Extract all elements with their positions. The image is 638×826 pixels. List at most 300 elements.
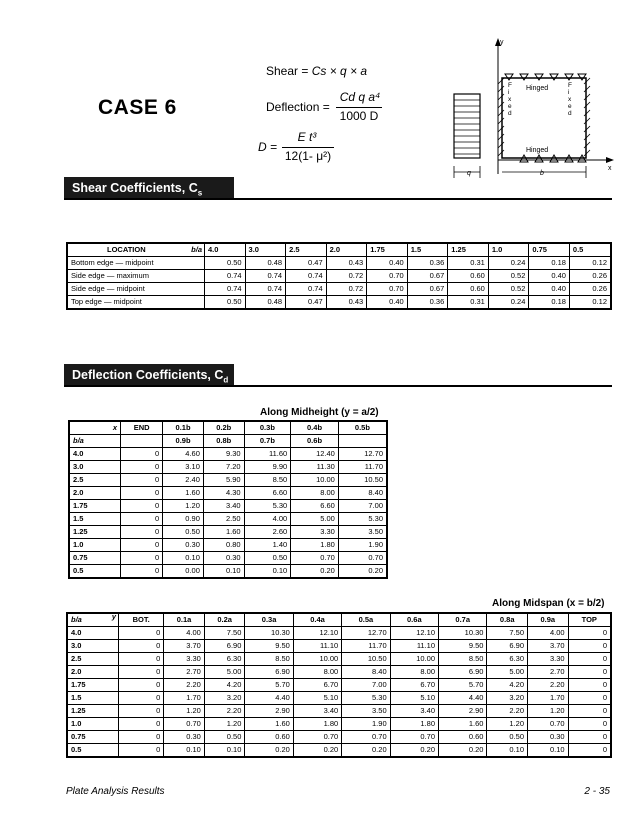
midspan-row-label: 1.25 [67,705,119,718]
midspan-cell: 4.40 [245,692,293,705]
midheight-cell: 12.70 [338,448,387,461]
midspan-cell: 0 [119,744,164,758]
midheight-cell: 0.00 [163,565,204,579]
midheight-cell: 0.20 [338,565,387,579]
axis-y-label: y [500,39,504,46]
table-row [69,565,387,579]
midheight-row-label: 1.0 [69,539,121,552]
midheight-row-label: 4.0 [69,448,121,461]
midspan-col-header: 0.7a [439,613,487,627]
midspan-cell: 1.20 [487,718,528,731]
midheight-caption: Along Midheight (y = a/2) [260,407,379,418]
shear-cell: 0.74 [286,270,327,283]
deflection-section-title [64,364,234,386]
shear-cell: 0.70 [367,270,408,283]
table-row [69,552,387,565]
midspan-cell: 1.80 [390,718,438,731]
shear-title-text: Shear Coefficients, C [72,181,198,195]
table-row [67,653,611,666]
midspan-cell: 10.00 [390,653,438,666]
midspan-cell: 1.90 [342,718,390,731]
midspan-cell: 0 [119,718,164,731]
midspan-cell: 11.10 [390,640,438,653]
d-fraction-line [282,147,334,148]
midspan-cell: 5.70 [439,679,487,692]
midheight-cell: 0.10 [203,565,244,579]
midheight-cell: 0.10 [244,565,291,579]
shear-cell: 0.52 [488,270,529,283]
midspan-col-header: 0.6a [390,613,438,627]
shear-cell: 0.40 [529,270,570,283]
midheight-cell: 3.10 [163,461,204,474]
table-row [69,500,387,513]
midspan-cell: 0.60 [439,731,487,744]
midspan-cell: 8.50 [439,653,487,666]
midspan-cell: 1.80 [293,718,341,731]
midspan-cell: 0.30 [164,731,205,744]
midheight-col-header: END [121,421,163,435]
midheight-cell: 0 [121,539,163,552]
midheight-cell: 1.40 [244,539,291,552]
midspan-col-header: 0.9a [528,613,569,627]
midspan-cell: 4.20 [204,679,245,692]
midspan-col-header: BOT. [119,613,164,627]
midspan-cell: 7.50 [487,627,528,640]
shear-row-label: Side edge — midpoint [67,283,205,296]
table-row [67,257,611,270]
shear-row-label: Top edge — midpoint [67,296,205,310]
shear-corner-label: b/a [191,245,202,254]
d-denominator: 12(1- μ²) [284,149,332,163]
midheight-cell: 0 [121,526,163,539]
midspan-cell: 0 [119,692,164,705]
shear-section-rule [64,198,612,200]
midheight-cell: 12.40 [291,448,339,461]
midspan-cell: 8.40 [342,666,390,679]
table-row [67,705,611,718]
deflection-fraction-line [336,107,382,108]
midspan-cell: 6.90 [487,640,528,653]
midspan-cell: 0.20 [293,744,341,758]
midspan-cell: 0 [568,731,611,744]
midspan-cell: 8.00 [390,666,438,679]
midspan-cell: 4.00 [164,627,205,640]
midspan-cell: 6.30 [204,653,245,666]
midheight-row-label: 2.0 [69,487,121,500]
table-row [69,526,387,539]
midspan-cell: 5.10 [293,692,341,705]
table-row [67,627,611,640]
midheight-row-label: 0.75 [69,552,121,565]
midspan-cell: 0.50 [204,731,245,744]
midspan-cell: 4.40 [439,692,487,705]
midspan-cell: 10.50 [342,653,390,666]
table-row [67,283,611,296]
midheight-cell: 1.20 [163,500,204,513]
midspan-row-label: 0.75 [67,731,119,744]
midheight-cell: 8.50 [244,474,291,487]
d-numerator: E t³ [297,130,317,144]
midspan-cell: 0 [119,679,164,692]
midheight-cell: 8.40 [338,487,387,500]
midspan-cell: 0.20 [245,744,293,758]
deflection-section-rule [64,385,612,387]
midheight-row-label: 1.75 [69,500,121,513]
shear-section-title [64,177,234,199]
case-title: CASE 6 [98,96,177,119]
shear-cell: 0.47 [286,257,327,270]
midspan-cell: 7.50 [204,627,245,640]
midheight-cell: 0.10 [163,552,204,565]
midspan-row-label: 1.0 [67,718,119,731]
midspan-cell: 6.90 [245,666,293,679]
shear-label: Shear = [266,64,309,78]
shear-col-header: 1.25 [448,243,489,257]
midheight-col-header: 0.8b [203,435,244,448]
midspan-cell: 0 [568,679,611,692]
x-axis-arrow [606,157,614,163]
midspan-cell: 2.20 [164,679,205,692]
shear-cell: 0.31 [448,257,489,270]
midspan-col-header: 0.4a [293,613,341,627]
midheight-col-header [121,435,163,448]
shear-cell: 0.18 [529,296,570,310]
shear-cell: 0.47 [286,296,327,310]
shear-cell: 0.72 [326,283,367,296]
midheight-cell: 6.60 [291,500,339,513]
table-row [69,513,387,526]
midspan-cell: 9.50 [245,640,293,653]
midspan-cell: 0 [119,627,164,640]
midspan-cell: 1.20 [528,705,569,718]
midheight-cell: 0.30 [203,552,244,565]
b-label: b [540,170,544,177]
midheight-cell: 0 [121,461,163,474]
table-row [67,296,611,310]
midheight-cell: 0 [121,565,163,579]
shear-col-header: 3.0 [245,243,286,257]
midspan-cell: 7.00 [342,679,390,692]
midspan-cell: 0 [568,640,611,653]
midspan-cell: 6.90 [439,666,487,679]
shear-cell: 0.43 [326,296,367,310]
shear-cell: 0.74 [205,270,246,283]
midspan-corner [67,613,119,627]
midspan-cell: 0 [568,705,611,718]
midspan-corner-ba: b/a [71,615,82,624]
midheight-cell: 7.00 [338,500,387,513]
midspan-row-label: 0.5 [67,744,119,758]
shear-cell: 0.36 [407,257,448,270]
table-row [67,640,611,653]
midspan-cell: 0.10 [204,744,245,758]
midheight-col-header: 0.2b [203,421,244,435]
midspan-cell: 2.20 [528,679,569,692]
deflection-label: Deflection = [266,100,330,114]
midspan-cell: 0.70 [293,731,341,744]
shear-cell: 0.43 [326,257,367,270]
midheight-cell: 11.70 [338,461,387,474]
midheight-cell: 2.50 [203,513,244,526]
midspan-cell: 2.90 [439,705,487,718]
midspan-cell: 8.00 [293,666,341,679]
shear-col-header: 2.0 [326,243,367,257]
midspan-cell: 10.30 [439,627,487,640]
table-row [69,539,387,552]
shear-cell: 0.24 [488,257,529,270]
footer-left: Plate Analysis Results [66,786,165,797]
axis-x-label: x [608,165,612,172]
midspan-cell: 1.70 [528,692,569,705]
midspan-col-header: 0.2a [204,613,245,627]
midspan-cell: 3.40 [293,705,341,718]
table-row [69,461,387,474]
midheight-cell: 0 [121,474,163,487]
midheight-cell: 0 [121,500,163,513]
table-row [67,679,611,692]
midspan-row-label: 1.75 [67,679,119,692]
table-row [69,448,387,461]
midheight-cell: 9.90 [244,461,291,474]
shear-cell: 0.52 [488,283,529,296]
midheight-cell: 0.30 [163,539,204,552]
midheight-cell: 3.30 [291,526,339,539]
midspan-cell: 0 [119,653,164,666]
midspan-cell: 0 [119,705,164,718]
footer-right: 2 - 35 [584,786,610,797]
midspan-cell: 10.00 [293,653,341,666]
midheight-corner-ba: b/a [69,435,121,448]
shear-col-header: 1.0 [488,243,529,257]
midheight-row-label: 1.5 [69,513,121,526]
midspan-cell: 0 [568,627,611,640]
midheight-cell: 5.90 [203,474,244,487]
midspan-cell: 0.60 [245,731,293,744]
table-row [69,474,387,487]
shear-cell: 0.70 [367,283,408,296]
midheight-cell: 3.50 [338,526,387,539]
shear-cell: 0.18 [529,257,570,270]
midheight-row-label: 1.25 [69,526,121,539]
midheight-cell: 10.50 [338,474,387,487]
hinged-bottom-label: Hinged [526,147,549,154]
hinged-top-label: Hinged [526,85,549,92]
midspan-cell: 0.50 [487,731,528,744]
q-label: q [467,170,471,177]
midheight-cell: 11.60 [244,448,291,461]
shear-col-header: 0.5 [569,243,611,257]
midspan-cell: 0 [119,666,164,679]
midheight-cell: 4.30 [203,487,244,500]
shear-cell: 0.60 [448,270,489,283]
midspan-cell: 5.30 [342,692,390,705]
midspan-table [66,612,612,758]
midheight-table [68,420,388,579]
midspan-caption: Along Midspan (x = b/2) [492,598,605,609]
midheight-cell: 1.60 [163,487,204,500]
midspan-cell: 2.70 [528,666,569,679]
midspan-cell: 1.20 [204,718,245,731]
shear-cell: 0.50 [205,296,246,310]
shear-title-subscript: s [197,188,203,198]
midspan-col-header: 0.5a [342,613,390,627]
midheight-col-header: 0.9b [163,435,204,448]
shear-cell: 0.40 [367,257,408,270]
deflection-numerator: Cd q a⁴ [339,90,381,104]
midspan-cell: 11.10 [293,640,341,653]
shear-row-label: Side edge — maximum [67,270,205,283]
midspan-cell: 0 [119,640,164,653]
midspan-cell: 2.70 [164,666,205,679]
midspan-cell: 0.10 [528,744,569,758]
shear-cell: 0.74 [205,283,246,296]
midspan-cell: 3.20 [204,692,245,705]
shear-col-header: 2.5 [286,243,327,257]
midheight-cell: 0.50 [163,526,204,539]
midspan-cell: 3.30 [164,653,205,666]
midspan-header-row [67,613,611,627]
shear-row-label: Bottom edge — midpoint [67,257,205,270]
shear-cell: 0.12 [569,257,611,270]
midspan-cell: 3.40 [390,705,438,718]
midspan-cell: 0.20 [439,744,487,758]
midspan-cell: 0.70 [164,718,205,731]
midheight-cell: 5.30 [244,500,291,513]
deflection-title-subscript: d [223,375,229,385]
midspan-cell: 0 [568,692,611,705]
midspan-cell: 12.70 [342,627,390,640]
midspan-cell: 0 [119,731,164,744]
midheight-cell: 4.00 [244,513,291,526]
shear-cell: 0.31 [448,296,489,310]
shear-cell: 0.60 [448,283,489,296]
midspan-cell: 6.30 [487,653,528,666]
midspan-cell: 12.10 [390,627,438,640]
midspan-cell: 0.10 [487,744,528,758]
midspan-cell: 4.00 [528,627,569,640]
table-row [67,270,611,283]
midspan-cell: 5.00 [204,666,245,679]
midheight-cell: 0 [121,513,163,526]
shear-formula [266,64,367,78]
midspan-cell: 5.00 [487,666,528,679]
midheight-cell: 9.30 [203,448,244,461]
right-fixed-hatching [584,78,590,156]
midspan-cell: 3.50 [342,705,390,718]
midspan-corner-y: y [111,612,116,621]
shear-cell: 0.26 [569,283,611,296]
midheight-cell: 0.80 [203,539,244,552]
midspan-cell: 1.60 [245,718,293,731]
midspan-cell: 5.70 [245,679,293,692]
table-row [69,487,387,500]
shear-cell: 0.74 [286,283,327,296]
midspan-cell: 0.10 [164,744,205,758]
table-row [67,692,611,705]
midspan-cell: 3.20 [487,692,528,705]
midheight-header-row [69,421,387,435]
midheight-cell: 0.70 [338,552,387,565]
midspan-row-label: 4.0 [67,627,119,640]
midspan-cell: 3.70 [164,640,205,653]
load-lines [454,100,480,154]
midheight-cell: 2.40 [163,474,204,487]
table-row [67,718,611,731]
shear-coefficients-table [66,242,612,310]
plate-diagram [448,36,618,186]
midspan-cell: 4.20 [487,679,528,692]
midspan-cell: 0 [568,666,611,679]
midspan-cell: 0 [568,653,611,666]
fixed-left-label: F i x e d [508,82,512,117]
midspan-cell: 2.90 [245,705,293,718]
midspan-cell: 3.30 [528,653,569,666]
midheight-cell: 0 [121,487,163,500]
shear-location-header [67,243,205,257]
midheight-row-label: 3.0 [69,461,121,474]
midheight-row-label: 2.5 [69,474,121,487]
midheight-row-label: 0.5 [69,565,121,579]
d-label: D = [258,140,278,154]
midspan-cell: 12.10 [293,627,341,640]
midheight-cell: 0.50 [244,552,291,565]
midspan-cell: 1.70 [164,692,205,705]
top-hinge-triangles [505,74,586,80]
shear-col-header: 4.0 [205,243,246,257]
midheight-cell: 0.20 [291,565,339,579]
midspan-cell: 5.10 [390,692,438,705]
shear-cell: 0.40 [529,283,570,296]
shear-cell: 0.74 [245,270,286,283]
midheight-col-header: 0.1b [163,421,204,435]
midheight-cell: 8.00 [291,487,339,500]
midspan-cell: 0.70 [390,731,438,744]
midspan-cell: 11.70 [342,640,390,653]
table-row [67,731,611,744]
shear-cell: 0.40 [367,296,408,310]
midheight-cell: 1.60 [203,526,244,539]
deflection-title-text: Deflection Coefficients, C [72,368,224,382]
midspan-cell: 1.60 [439,718,487,731]
midspan-col-header: 0.3a [245,613,293,627]
midspan-cell: 0.20 [390,744,438,758]
midheight-header-row [69,435,387,448]
midspan-row-label: 2.0 [67,666,119,679]
shear-cell: 0.12 [569,296,611,310]
midheight-col-header: 0.7b [244,435,291,448]
midheight-cell: 5.30 [338,513,387,526]
midheight-col-header: 0.4b [291,421,339,435]
midheight-col-header: 0.5b [338,421,387,435]
midheight-cell: 0 [121,448,163,461]
shear-cell: 0.50 [205,257,246,270]
midheight-cell: 11.30 [291,461,339,474]
shear-col-header: 0.75 [529,243,570,257]
shear-cell: 0.67 [407,283,448,296]
midheight-cell: 5.00 [291,513,339,526]
shear-cell: 0.48 [245,296,286,310]
table-row [67,744,611,758]
midheight-cell: 1.80 [291,539,339,552]
midspan-cell: 6.70 [390,679,438,692]
shear-header-row [67,243,611,257]
deflection-denominator: 1000 D [339,109,379,123]
midspan-cell: 8.50 [245,653,293,666]
midheight-col-header: 0.6b [291,435,339,448]
shear-rhs: Cs × q × a [311,64,368,78]
midspan-cell: 0.70 [342,731,390,744]
shear-cell: 0.67 [407,270,448,283]
